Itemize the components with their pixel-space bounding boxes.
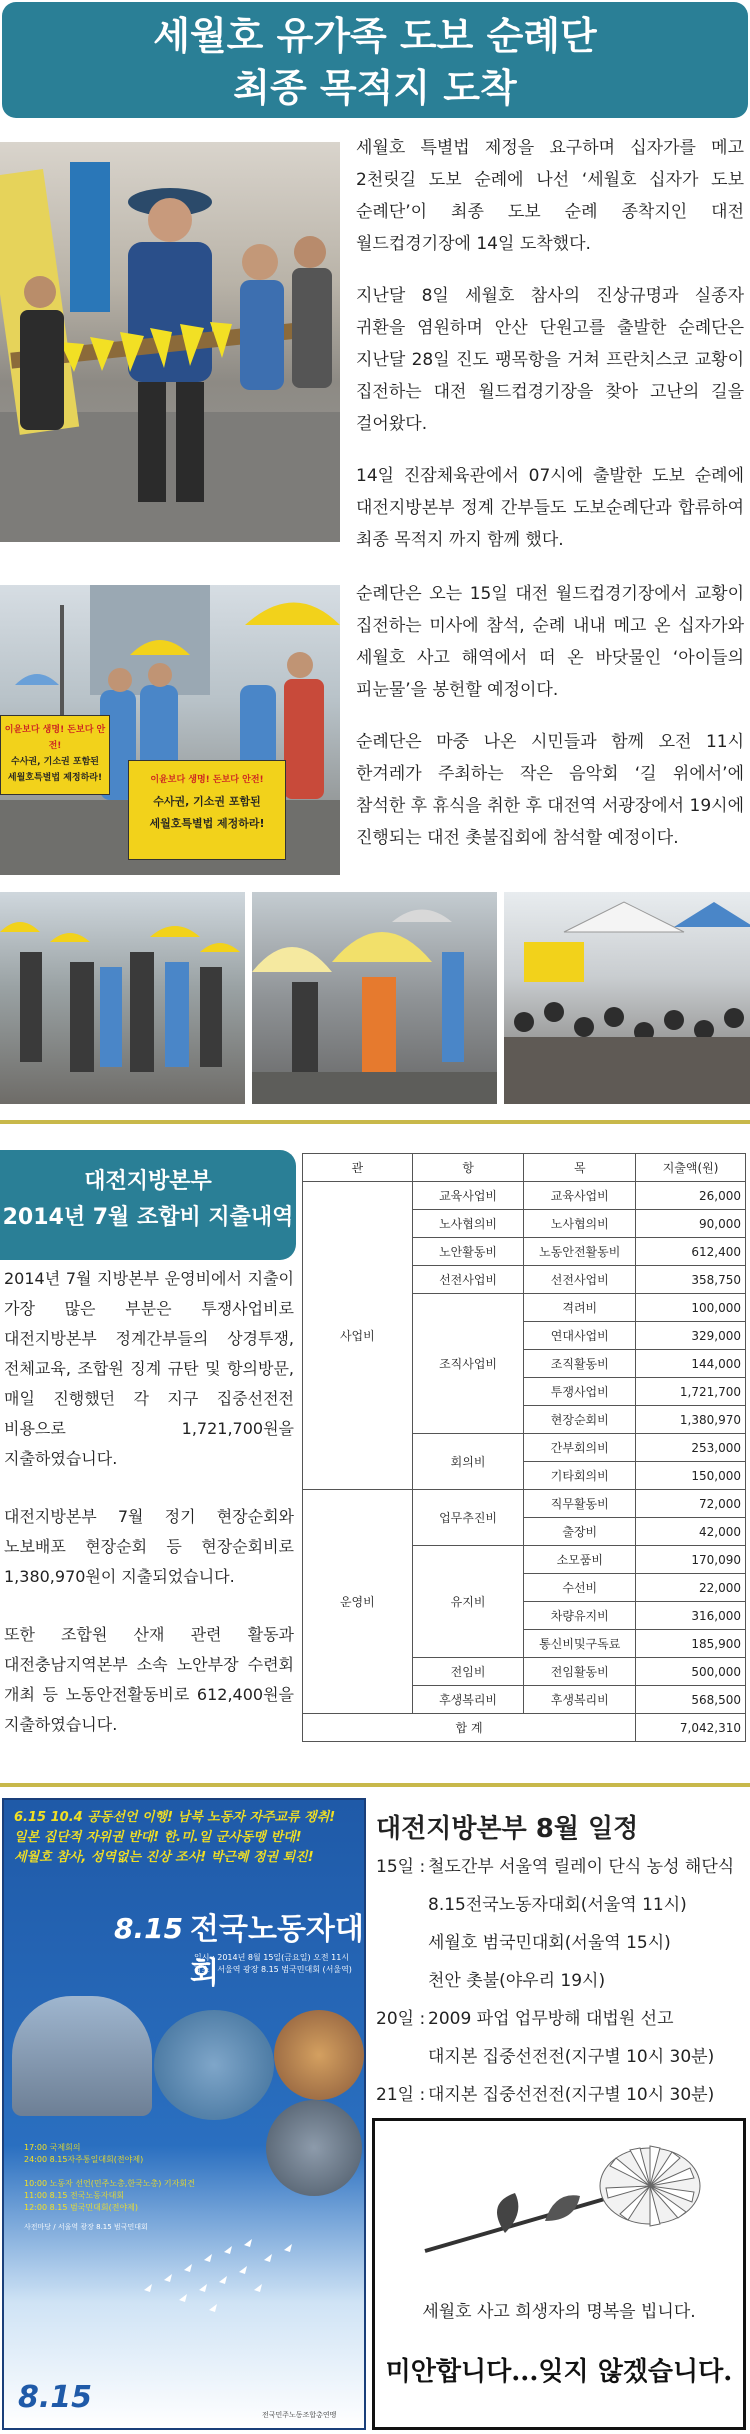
list-item [376,2000,748,2038]
schedule-day [376,2038,428,2076]
photo-pilgrim-cross [0,142,340,542]
hang-cell: 선전사업비 [412,1266,524,1294]
amount-cell: 329,000 [636,1322,746,1350]
poster-sched-4: 11:00 8.15 전국노동자대회 [24,2191,125,2200]
mok-cell: 노동안전활동비 [524,1238,636,1266]
poster-logo-815: 8.15 [18,2380,93,2415]
poster-footer-org: 전국민주노동조합총연맹 [262,2411,337,2419]
mok-cell: 소모품비 [524,1546,636,1574]
mok-cell: 간부회의비 [524,1434,636,1462]
header-gwan: 관 [303,1154,413,1182]
schedule-text: 대지본 집중선전전(지구별 10시 30분) [428,2047,715,2067]
poster-place: 장소 : 서울역 광장 8.15 범국민대회 (서울역) [194,1965,352,1974]
amount-cell: 144,000 [636,1350,746,1378]
headline-line-2: 최종 목적지 도착 [233,66,517,110]
memorial-condolence: 세월호 사고 희생자의 명복을 빕니다. [422,2302,696,2322]
hang-cell: 회의비 [412,1434,524,1490]
mok-cell: 후생복리비 [524,1686,636,1714]
photo-crowd-street-illustration [0,892,245,1104]
expense-paragraph-1: 2014년 7월 지방본부 운영비에서 지출이 가장 많은 부분은 투쟁사업비로 대전지방본부 정계간부들의 상경투쟁, 전체교육, 조합원 징계 규탄 및 항의방문, 매일 진행했던 각 지구 집중선전전 비용으로 1,721,700원을 지출하였습니다. [4,1269,294,1468]
schedule-text: 세월호 범국민대회(서울역 15시) [428,1933,671,1953]
header-hang: 항 [412,1154,524,1182]
expense-table-header [303,1154,746,1182]
group-cell-operations: 운영비 [303,1490,413,1714]
total-amount: 7,042,310 [636,1714,746,1742]
hang-cell: 노사협의비 [412,1210,524,1238]
amount-cell: 316,000 [636,1602,746,1630]
poster-slogans [14,1808,358,1868]
hang-cell: 유지비 [412,1546,524,1658]
list-item [376,2038,748,2076]
poster-photo-left [12,1996,152,2116]
poster-slogan-2: 일본 집단적 자위권 반대! 한.미.일 군사동맹 반대! [14,1830,302,1845]
mok-cell: 현장순회비 [524,1406,636,1434]
list-item [376,2076,748,2114]
schedule-text: 8.15전국노동자대회(서울역 11시) [428,1895,687,1915]
schedule-day: 21일 : [376,2085,426,2105]
photo-umbrella-walkers-illustration [252,892,497,1104]
amount-cell: 358,750 [636,1266,746,1294]
amount-cell: 100,000 [636,1294,746,1322]
poster-schedule-2 [24,2178,195,2214]
protest-banner-left-line1: 이윤보다 생명! 돈보다 안전! [4,725,106,751]
poster-slogan-3: 세월호 참사, 성역없는 진상 조사! 박근혜 정권 퇴진! [14,1850,314,1865]
protest-banner-right-line3: 세월호특별법 제정하라! [149,817,265,830]
group-cell-business: 사업비 [303,1182,413,1490]
article-middle [356,578,744,874]
chrysanthemum-icon [415,2141,715,2261]
schedule-day: 15일 : [376,1857,426,1877]
schedule-text: 천안 촛불(야우리 19시) [428,1971,606,1991]
mok-cell: 선전사업비 [524,1266,636,1294]
expense-table [302,1153,746,1742]
table-total-row [303,1714,746,1742]
poster-photo-center [154,2010,274,2120]
expense-text [4,1264,294,1760]
table-row [303,1182,746,1210]
poster-sched-1: 17:00 국제회의 [24,2143,81,2152]
poster-date: 일시 : 2014년 8월 15일(금요일) 오전 11시 [194,1953,350,1962]
article-top [356,132,744,576]
mok-cell: 출장비 [524,1518,636,1546]
protest-banner-right-line2: 수사권, 기소권 포함된 [153,795,261,808]
article-paragraph-5: 순례단은 마중 나온 시민들과 함께 오전 11시 한겨레가 주최하는 작은 음악회 ‘길 위에서’에 참석한 후 휴식을 취한 후 대전역 서광장에서 19시에 진행되는 대전 촛불집회에 참석할 예정이다. [356,732,744,848]
amount-cell: 26,000 [636,1182,746,1210]
expense-title-line-2: 2014년 7월 조합비 지출내역 [2,1205,294,1230]
hang-cell: 후생복리비 [412,1686,524,1714]
expense-title-line-1: 대전지방본부 [84,1169,212,1194]
list-item [376,1886,748,1924]
protest-banner-right [128,760,286,860]
amount-cell: 1,380,970 [636,1406,746,1434]
protest-banner-right-line1: 이윤보다 생명! 돈보다 안전! [150,775,264,785]
mok-cell: 격려비 [524,1294,636,1322]
poster-title-815: 8.15 [114,1912,184,1945]
schedule-text: 대지본 집중선전전(지구별 10시 30분) [428,2085,715,2105]
expense-paragraph-2: 대전지방본부 7월 정기 현장순회와 노보배포 현장순회 등 현장순회비로 1,380,970원이 지출되었습니다. [4,1507,294,1586]
photo-tent-gathering-illustration [504,892,750,1104]
article-paragraph-2: 지난달 8일 세월호 참사의 진상규명과 실종자 귀환을 염원하며 안산 단원고를 출발한 순례단은 지난달 28일 진도 팽목항을 거쳐 프란치스코 교황이 집전하는 대전 월드컵경기장을 찾아 고난의 길을 걸어왔다. [356,286,744,434]
poster-sched-2: 24:00 8.15자주통일대회(전야제) [24,2155,144,2164]
article-paragraph-3: 14일 진잠체육관에서 07시에 출발한 도보 순례에 대전지방본부 정계 간부들도 도보순례단과 합류하여 최종 목적지 까지 함께 했다. [356,466,744,550]
section-divider-1 [0,1120,750,1124]
schedule-title: 대전지방본부 8월 일정 [376,1814,639,1844]
mok-cell: 연대사업비 [524,1322,636,1350]
amount-cell: 612,400 [636,1238,746,1266]
list-item [376,1848,748,1886]
amount-cell: 170,090 [636,1546,746,1574]
poster-organizer: 사전마당 / 서울역 광장 8.15 범국민대회 [24,2223,148,2231]
poster-title-main: 전국노동자대회 [190,1912,364,1991]
amount-cell: 90,000 [636,1210,746,1238]
total-label: 합 계 [303,1714,636,1742]
mok-cell: 통신비및구독료 [524,1630,636,1658]
mok-cell: 수선비 [524,1574,636,1602]
poster-photo-right [274,2010,364,2100]
amount-cell: 42,000 [636,1518,746,1546]
schedule-day [376,1962,428,2000]
article-paragraph-1: 세월호 특별법 제정을 요구하며 십자가를 메고 2천릿길 도보 순례에 나선 ‘세월호 십자가 도보 순례단’이 최종 도보 순례 종착지인 대전 월드컵경기장에 14일 도착했다. [356,138,744,254]
amount-cell: 253,000 [636,1434,746,1462]
protest-banner-left-line2: 수사권, 기소권 포함된 [11,757,99,767]
schedule-day: 20일 : [376,2009,426,2029]
hang-cell: 전임비 [412,1658,524,1686]
section-divider-2 [0,1783,750,1787]
headline-line-1: 세월호 유가족 도보 순례단 [153,14,597,58]
mok-cell: 투쟁사업비 [524,1378,636,1406]
mok-cell: 교육사업비 [524,1182,636,1210]
mok-cell: 전임활동비 [524,1658,636,1686]
list-item [376,1924,748,1962]
mok-cell: 직무활동비 [524,1490,636,1518]
poster-birds-icon [124,2230,324,2340]
poster-sched-3: 10:00 노동자 선언(민주노총,한국노총) 기자회견 [24,2179,195,2188]
expense-section-title [0,1150,296,1260]
mok-cell: 노사협의비 [524,1210,636,1238]
schedule-text: 2009 파업 업무방해 대법원 선고 [428,2009,674,2029]
memorial-apology: 미안합니다...잊지 않겠습니다. [385,2357,733,2387]
amount-cell: 22,000 [636,1574,746,1602]
protest-banner-left-line3: 세월호특별법 제정하라! [7,773,103,783]
amount-cell: 568,500 [636,1686,746,1714]
table-row [303,1490,746,1518]
poster-info [194,1952,352,1976]
hang-cell: 교육사업비 [412,1182,524,1210]
poster-slogan-1: 6.15 10.4 공동선언 이행! 남북 노동자 자주교류 쟁취! [14,1810,336,1825]
amount-cell: 500,000 [636,1658,746,1686]
header-mok: 목 [524,1154,636,1182]
article-paragraph-4: 순례단은 오는 15일 대전 월드컵경기장에서 교황이 집전하는 미사에 참석, 순례 내내 메고 온 십자가와 세월호 사고 해역에서 떠 온 바닷물인 ‘아이들의 피눈물’을 봉헌할 예정이다. [356,584,744,700]
amount-cell: 150,000 [636,1462,746,1490]
photo-march-umbrellas [0,585,340,875]
schedule-text: 철도간부 서울역 릴레이 단식 농성 해단식 [428,1857,735,1877]
photo-pilgrim-illustration [0,142,340,542]
hang-cell: 노안활동비 [412,1238,524,1266]
hang-cell: 업무추진비 [412,1490,524,1546]
photo-tent-gathering [504,892,750,1104]
mok-cell: 조직활동비 [524,1350,636,1378]
header-amount: 지출액(원) [636,1154,746,1182]
poster-sched-5: 12:00 8.15 범국민대회(전야제) [24,2203,139,2212]
amount-cell: 185,900 [636,1630,746,1658]
protest-banner-left [0,715,110,795]
poster-photo-bottom [266,2100,362,2196]
amount-cell: 1,721,700 [636,1378,746,1406]
mok-cell: 차량유지비 [524,1602,636,1630]
poster-schedule-1 [24,2142,143,2166]
photo-crowd-street [0,892,245,1104]
amount-cell: 72,000 [636,1490,746,1518]
photo-umbrella-walkers [252,892,497,1104]
schedule-day [376,1886,428,1924]
expense-paragraph-3: 또한 조합원 산재 관련 활동과 대전충남지역본부 소속 노안부장 수련회 개최 등 노동안전활동비로 612,400원을 지출하였습니다. [4,1625,294,1734]
mok-cell: 기타회의비 [524,1462,636,1490]
schedule-day [376,1924,428,1962]
headline-banner [2,2,748,118]
memorial-box [372,2118,746,2430]
list-item [376,1962,748,2000]
rally-poster [2,1798,366,2430]
hang-cell: 조직사업비 [412,1294,524,1434]
